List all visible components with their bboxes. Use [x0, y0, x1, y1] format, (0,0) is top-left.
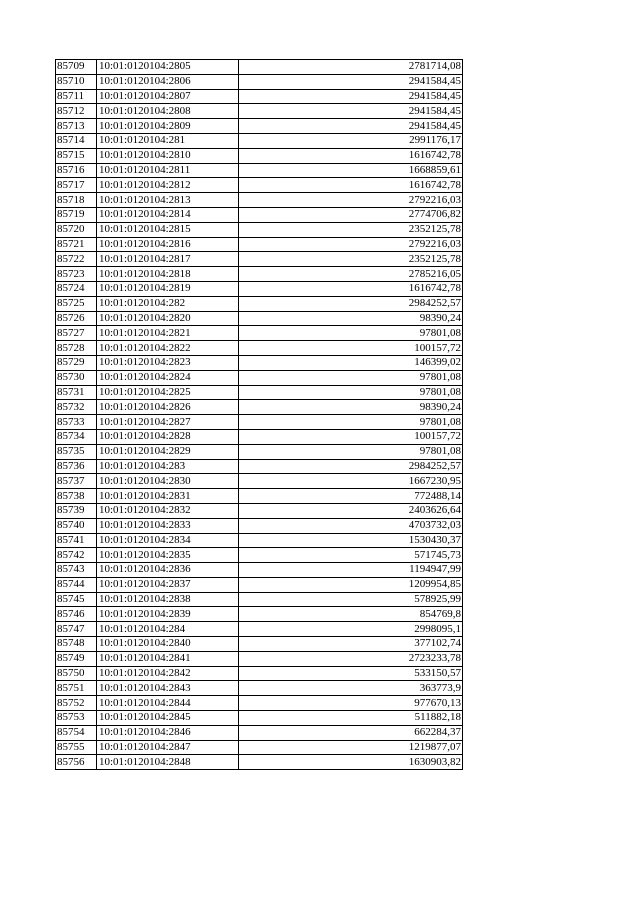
value-cell: 578925,99 [239, 592, 463, 607]
value-cell: 97801,08 [239, 444, 463, 459]
cadastral-number-cell: 10:01:0120104:2815 [97, 222, 239, 237]
table-row [56, 429, 463, 444]
value-cell: 2941584,45 [239, 74, 463, 89]
table-row [56, 681, 463, 696]
row-number-cell: 85742 [56, 548, 97, 563]
cadastral-number-cell: 10:01:0120104:2817 [97, 252, 239, 267]
row-number-cell: 85754 [56, 725, 97, 740]
value-cell: 377102,74 [239, 637, 463, 652]
cadastral-number-cell: 10:01:0120104:2846 [97, 725, 239, 740]
row-number-cell: 85713 [56, 119, 97, 134]
cadastral-number-cell: 10:01:0120104:2823 [97, 355, 239, 370]
row-number-cell: 85751 [56, 681, 97, 696]
table-row [56, 370, 463, 385]
value-cell: 533150,57 [239, 666, 463, 681]
table-row [56, 74, 463, 89]
row-number-cell: 85730 [56, 370, 97, 385]
cadastral-number-cell: 10:01:0120104:2835 [97, 548, 239, 563]
value-cell: 772488,14 [239, 489, 463, 504]
row-number-cell: 85717 [56, 178, 97, 193]
cadastral-number-cell: 10:01:0120104:284 [97, 622, 239, 637]
cadastral-number-cell: 10:01:0120104:2848 [97, 755, 239, 770]
cadastral-number-cell: 10:01:0120104:2831 [97, 489, 239, 504]
value-cell: 1616742,78 [239, 281, 463, 296]
table-row [56, 622, 463, 637]
value-cell: 1530430,37 [239, 533, 463, 548]
data-table [55, 59, 463, 770]
row-number-cell: 85720 [56, 222, 97, 237]
cadastral-number-cell: 10:01:0120104:2843 [97, 681, 239, 696]
value-cell: 2941584,45 [239, 89, 463, 104]
cadastral-number-cell: 10:01:0120104:2837 [97, 577, 239, 592]
row-number-cell: 85728 [56, 341, 97, 356]
cadastral-number-cell: 10:01:0120104:2839 [97, 607, 239, 622]
table-row [56, 60, 463, 75]
table-body [56, 60, 463, 770]
table-row [56, 755, 463, 770]
value-cell: 2774706,82 [239, 207, 463, 222]
row-number-cell: 85715 [56, 148, 97, 163]
cadastral-number-cell: 10:01:0120104:2818 [97, 267, 239, 282]
value-cell: 2792216,03 [239, 193, 463, 208]
table-row [56, 444, 463, 459]
row-number-cell: 85752 [56, 696, 97, 711]
row-number-cell: 85755 [56, 740, 97, 755]
table-row [56, 725, 463, 740]
row-number-cell: 85745 [56, 592, 97, 607]
row-number-cell: 85736 [56, 459, 97, 474]
row-number-cell: 85729 [56, 355, 97, 370]
value-cell: 100157,72 [239, 429, 463, 444]
cadastral-number-cell: 10:01:0120104:2826 [97, 400, 239, 415]
value-cell: 1667230,95 [239, 474, 463, 489]
cadastral-number-cell: 10:01:0120104:2822 [97, 341, 239, 356]
row-number-cell: 85734 [56, 429, 97, 444]
table-row [56, 518, 463, 533]
row-number-cell: 85748 [56, 637, 97, 652]
cadastral-number-cell: 10:01:0120104:2811 [97, 163, 239, 178]
cadastral-number-cell: 10:01:0120104:2824 [97, 370, 239, 385]
cadastral-number-cell: 10:01:0120104:2847 [97, 740, 239, 755]
value-cell: 98390,24 [239, 400, 463, 415]
table-row [56, 474, 463, 489]
table-row [56, 237, 463, 252]
table-row [56, 548, 463, 563]
cadastral-number-cell: 10:01:0120104:2834 [97, 533, 239, 548]
row-number-cell: 85746 [56, 607, 97, 622]
row-number-cell: 85737 [56, 474, 97, 489]
cadastral-number-cell: 10:01:0120104:2828 [97, 429, 239, 444]
table-row [56, 281, 463, 296]
table-row [56, 104, 463, 119]
table-row [56, 355, 463, 370]
cadastral-number-cell: 10:01:0120104:2819 [97, 281, 239, 296]
row-number-cell: 85731 [56, 385, 97, 400]
row-number-cell: 85709 [56, 60, 97, 75]
table-row [56, 651, 463, 666]
value-cell: 2984252,57 [239, 459, 463, 474]
table-row [56, 503, 463, 518]
cadastral-number-cell: 10:01:0120104:2827 [97, 415, 239, 430]
row-number-cell: 85732 [56, 400, 97, 415]
table-row [56, 148, 463, 163]
cadastral-number-cell: 10:01:0120104:2809 [97, 119, 239, 134]
cadastral-number-cell: 10:01:0120104:2806 [97, 74, 239, 89]
cadastral-number-cell: 10:01:0120104:2808 [97, 104, 239, 119]
row-number-cell: 85744 [56, 577, 97, 592]
row-number-cell: 85740 [56, 518, 97, 533]
cadastral-number-cell: 10:01:0120104:2821 [97, 326, 239, 341]
cadastral-number-cell: 10:01:0120104:2813 [97, 193, 239, 208]
value-cell: 2723233,78 [239, 651, 463, 666]
table-row [56, 415, 463, 430]
value-cell: 1668859,61 [239, 163, 463, 178]
value-cell: 662284,37 [239, 725, 463, 740]
cadastral-number-cell: 10:01:0120104:2842 [97, 666, 239, 681]
value-cell: 571745,73 [239, 548, 463, 563]
row-number-cell: 85738 [56, 489, 97, 504]
cadastral-number-cell: 10:01:0120104:2816 [97, 237, 239, 252]
value-cell: 2991176,17 [239, 133, 463, 148]
row-number-cell: 85716 [56, 163, 97, 178]
cadastral-number-cell: 10:01:0120104:2820 [97, 311, 239, 326]
row-number-cell: 85721 [56, 237, 97, 252]
table-row [56, 740, 463, 755]
row-number-cell: 85725 [56, 296, 97, 311]
row-number-cell: 85735 [56, 444, 97, 459]
cadastral-number-cell: 10:01:0120104:2805 [97, 60, 239, 75]
value-cell: 97801,08 [239, 415, 463, 430]
cadastral-number-cell: 10:01:0120104:2829 [97, 444, 239, 459]
table-row [56, 89, 463, 104]
cadastral-number-cell: 10:01:0120104:2812 [97, 178, 239, 193]
table-row [56, 533, 463, 548]
value-cell: 2781714,08 [239, 60, 463, 75]
value-cell: 97801,08 [239, 385, 463, 400]
table-row [56, 252, 463, 267]
row-number-cell: 85712 [56, 104, 97, 119]
value-cell: 1219877,07 [239, 740, 463, 755]
cadastral-number-cell: 10:01:0120104:281 [97, 133, 239, 148]
value-cell: 2792216,03 [239, 237, 463, 252]
row-number-cell: 85747 [56, 622, 97, 637]
row-number-cell: 85719 [56, 207, 97, 222]
value-cell: 363773,9 [239, 681, 463, 696]
value-cell: 1616742,78 [239, 178, 463, 193]
value-cell: 1630903,82 [239, 755, 463, 770]
table-row [56, 311, 463, 326]
cadastral-number-cell: 10:01:0120104:2844 [97, 696, 239, 711]
value-cell: 97801,08 [239, 370, 463, 385]
value-cell: 1209954,85 [239, 577, 463, 592]
row-number-cell: 85727 [56, 326, 97, 341]
value-cell: 1616742,78 [239, 148, 463, 163]
row-number-cell: 85750 [56, 666, 97, 681]
table-row [56, 178, 463, 193]
value-cell: 2998095,1 [239, 622, 463, 637]
table-row [56, 607, 463, 622]
value-cell: 854769,8 [239, 607, 463, 622]
cadastral-number-cell: 10:01:0120104:2810 [97, 148, 239, 163]
cadastral-number-cell: 10:01:0120104:2807 [97, 89, 239, 104]
table-row [56, 267, 463, 282]
value-cell: 4703732,03 [239, 518, 463, 533]
cadastral-number-cell: 10:01:0120104:2841 [97, 651, 239, 666]
row-number-cell: 85749 [56, 651, 97, 666]
row-number-cell: 85714 [56, 133, 97, 148]
value-cell: 511882,18 [239, 711, 463, 726]
row-number-cell: 85726 [56, 311, 97, 326]
table-row [56, 666, 463, 681]
table-row [56, 222, 463, 237]
table-row [56, 385, 463, 400]
table-row [56, 296, 463, 311]
value-cell: 977670,13 [239, 696, 463, 711]
table-row [56, 711, 463, 726]
row-number-cell: 85711 [56, 89, 97, 104]
row-number-cell: 85733 [56, 415, 97, 430]
cadastral-number-cell: 10:01:0120104:2832 [97, 503, 239, 518]
value-cell: 2941584,45 [239, 119, 463, 134]
cadastral-number-cell: 10:01:0120104:2814 [97, 207, 239, 222]
row-number-cell: 85739 [56, 503, 97, 518]
value-cell: 97801,08 [239, 326, 463, 341]
table-row [56, 163, 463, 178]
table-row [56, 133, 463, 148]
table-row [56, 637, 463, 652]
cadastral-number-cell: 10:01:0120104:283 [97, 459, 239, 474]
row-number-cell: 85718 [56, 193, 97, 208]
table-row [56, 592, 463, 607]
row-number-cell: 85756 [56, 755, 97, 770]
row-number-cell: 85724 [56, 281, 97, 296]
table-row [56, 207, 463, 222]
row-number-cell: 85741 [56, 533, 97, 548]
cadastral-number-cell: 10:01:0120104:2840 [97, 637, 239, 652]
row-number-cell: 85753 [56, 711, 97, 726]
value-cell: 2984252,57 [239, 296, 463, 311]
cadastral-number-cell: 10:01:0120104:2833 [97, 518, 239, 533]
row-number-cell: 85710 [56, 74, 97, 89]
table-row [56, 489, 463, 504]
value-cell: 100157,72 [239, 341, 463, 356]
value-cell: 2352125,78 [239, 222, 463, 237]
table-row [56, 326, 463, 341]
value-cell: 2941584,45 [239, 104, 463, 119]
table-row [56, 119, 463, 134]
table-row [56, 193, 463, 208]
cadastral-number-cell: 10:01:0120104:2830 [97, 474, 239, 489]
cadastral-number-cell: 10:01:0120104:2836 [97, 563, 239, 578]
table-row [56, 577, 463, 592]
row-number-cell: 85722 [56, 252, 97, 267]
value-cell: 1194947,99 [239, 563, 463, 578]
table-row [56, 563, 463, 578]
table-row [56, 696, 463, 711]
value-cell: 98390,24 [239, 311, 463, 326]
row-number-cell: 85743 [56, 563, 97, 578]
table-row [56, 400, 463, 415]
cadastral-number-cell: 10:01:0120104:2825 [97, 385, 239, 400]
row-number-cell: 85723 [56, 267, 97, 282]
table-row [56, 459, 463, 474]
cadastral-number-cell: 10:01:0120104:2845 [97, 711, 239, 726]
cadastral-number-cell: 10:01:0120104:282 [97, 296, 239, 311]
table-row [56, 341, 463, 356]
value-cell: 2403626,64 [239, 503, 463, 518]
value-cell: 146399,02 [239, 355, 463, 370]
value-cell: 2352125,78 [239, 252, 463, 267]
cadastral-number-cell: 10:01:0120104:2838 [97, 592, 239, 607]
value-cell: 2785216,05 [239, 267, 463, 282]
